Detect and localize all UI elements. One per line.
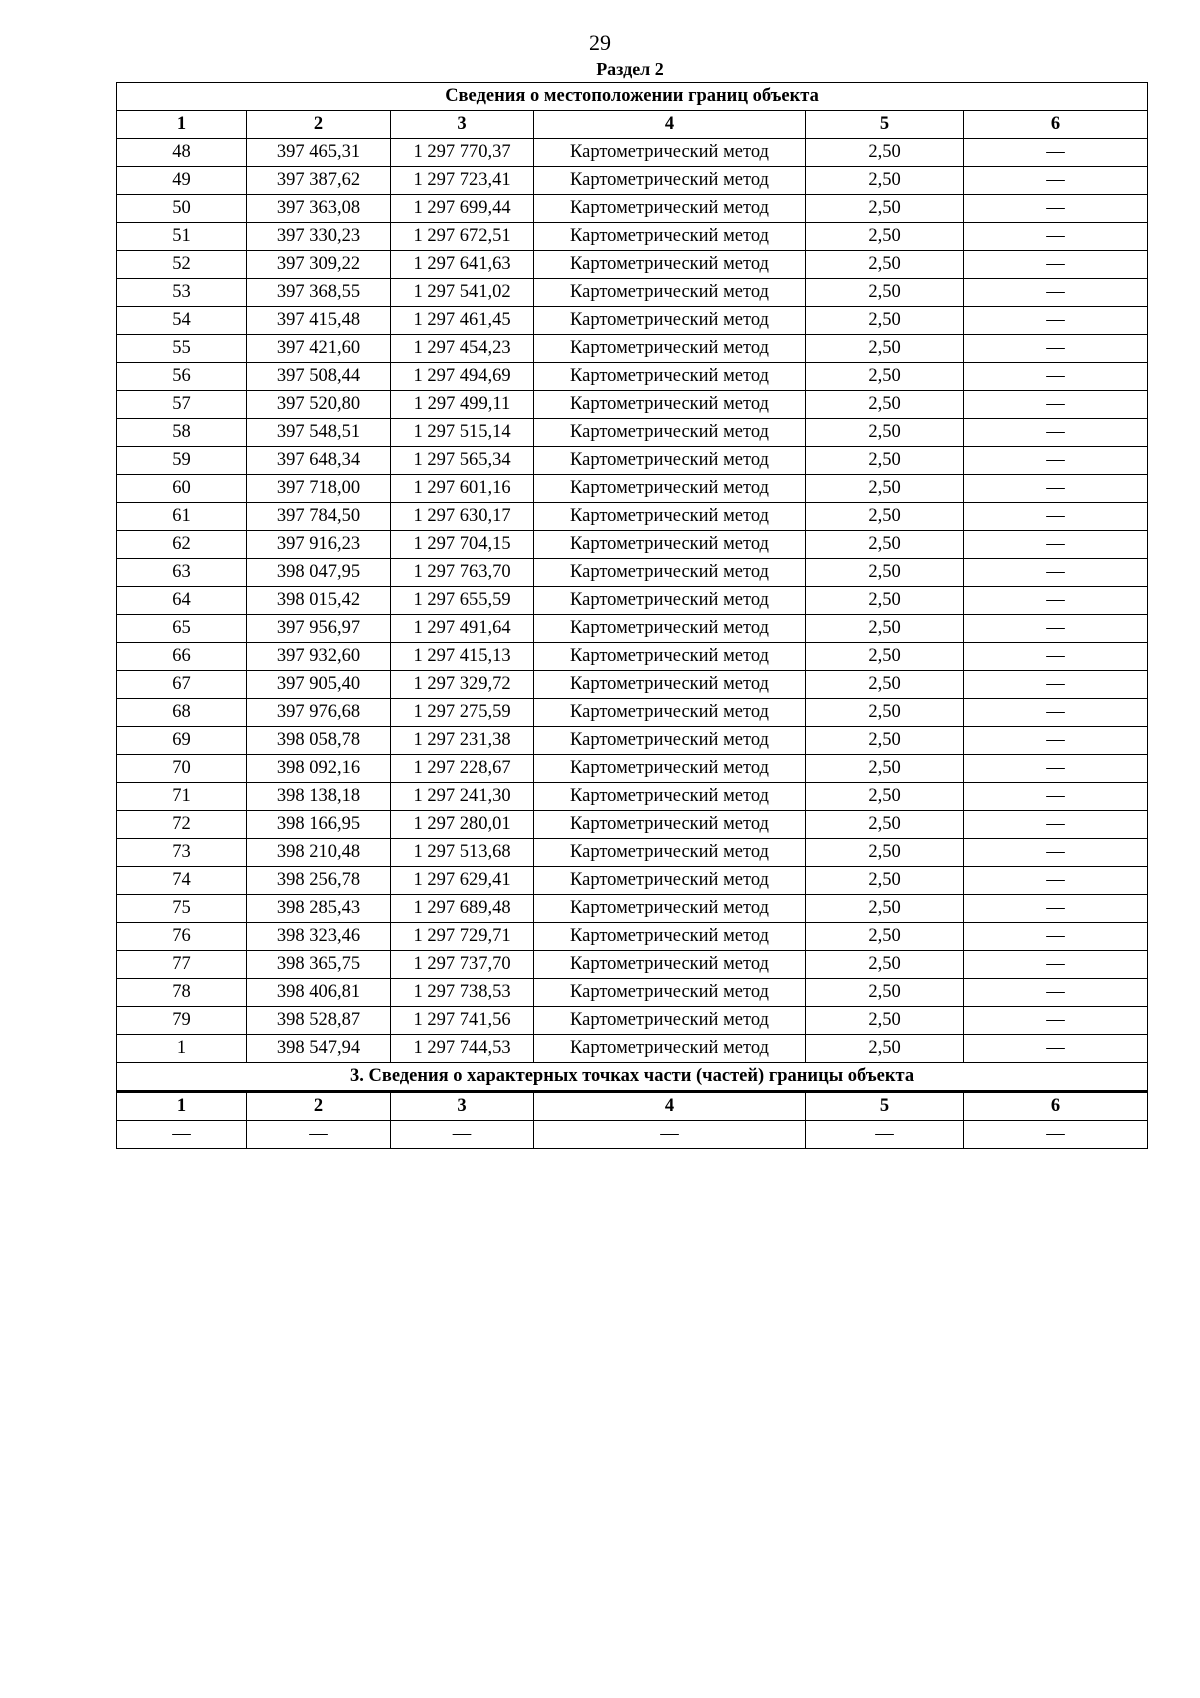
- table-cell: 397 976,68: [247, 699, 391, 727]
- table-cell: —: [964, 671, 1148, 699]
- table-cell: 397 421,60: [247, 335, 391, 363]
- table-cell: 397 548,51: [247, 419, 391, 447]
- table-cell: 1 297 744,53: [391, 1035, 534, 1063]
- table-cell: 397 520,80: [247, 391, 391, 419]
- table-cell: 1 297 280,01: [391, 811, 534, 839]
- table-row: [117, 139, 1148, 167]
- table-cell: 2,50: [806, 587, 964, 615]
- table-cell: 2,50: [806, 615, 964, 643]
- table-cell: 1 297 241,30: [391, 783, 534, 811]
- table-row: [117, 839, 1148, 867]
- table-cell: Картометрический метод: [534, 559, 806, 587]
- section3-row: [117, 1121, 1148, 1149]
- table-cell: 2,50: [806, 979, 964, 1007]
- table-row: [117, 643, 1148, 671]
- table-cell: 55: [117, 335, 247, 363]
- table-row: [117, 167, 1148, 195]
- table-cell: 1 297 723,41: [391, 167, 534, 195]
- table-cell: 1 297 494,69: [391, 363, 534, 391]
- table-cell: 397 415,48: [247, 307, 391, 335]
- table-cell: —: [964, 811, 1148, 839]
- table-row: [117, 559, 1148, 587]
- table-cell: 66: [117, 643, 247, 671]
- table-cell: —: [964, 363, 1148, 391]
- table-cell: Картометрический метод: [534, 531, 806, 559]
- table-cell: 79: [117, 1007, 247, 1035]
- table-cell: 1 297 513,68: [391, 839, 534, 867]
- table-cell: 1 297 515,14: [391, 419, 534, 447]
- table-cell: —: [964, 923, 1148, 951]
- table-row: [117, 531, 1148, 559]
- table-cell: 2,50: [806, 391, 964, 419]
- table-cell: 60: [117, 475, 247, 503]
- table-cell: 51: [117, 223, 247, 251]
- table-cell: 2,50: [806, 699, 964, 727]
- table-cell: 1 297 499,11: [391, 391, 534, 419]
- table-cell: 78: [117, 979, 247, 1007]
- column-header: 4: [534, 111, 806, 139]
- table-cell: 398 166,95: [247, 811, 391, 839]
- table-cell: Картометрический метод: [534, 335, 806, 363]
- table-cell: 397 465,31: [247, 139, 391, 167]
- table-cell: —: [964, 559, 1148, 587]
- caption-row: [117, 83, 1148, 111]
- table-cell: 2,50: [806, 139, 964, 167]
- table-cell: 397 648,34: [247, 447, 391, 475]
- column-header: 1: [117, 111, 247, 139]
- table-cell: 75: [117, 895, 247, 923]
- table-cell: Картометрический метод: [534, 419, 806, 447]
- table-row: [117, 363, 1148, 391]
- table-cell: 70: [117, 755, 247, 783]
- table-cell: 1 297 565,34: [391, 447, 534, 475]
- table-cell: 397 956,97: [247, 615, 391, 643]
- table-cell: 1 297 738,53: [391, 979, 534, 1007]
- table-cell: 2,50: [806, 251, 964, 279]
- table-cell: 77: [117, 951, 247, 979]
- table-cell: —: [964, 1035, 1148, 1063]
- table-cell: 65: [117, 615, 247, 643]
- table-row: [117, 923, 1148, 951]
- table-row: [117, 307, 1148, 335]
- table-cell: 398 365,75: [247, 951, 391, 979]
- table-cell: —: [964, 951, 1148, 979]
- table-cell: 2,50: [806, 671, 964, 699]
- table-row: [117, 671, 1148, 699]
- table-cell: 1 297 231,38: [391, 727, 534, 755]
- table-cell: 48: [117, 139, 247, 167]
- section3-column-header: 2: [247, 1092, 391, 1121]
- table-cell: 2,50: [806, 195, 964, 223]
- table-cell: 1 297 541,02: [391, 279, 534, 307]
- table-cell: Картометрический метод: [534, 923, 806, 951]
- table-cell: 49: [117, 167, 247, 195]
- column-header-row: [117, 111, 1148, 139]
- table-row: [117, 979, 1148, 1007]
- section3-cell: —: [391, 1121, 534, 1149]
- table-cell: Картометрический метод: [534, 979, 806, 1007]
- table-cell: 74: [117, 867, 247, 895]
- table-cell: 2,50: [806, 727, 964, 755]
- table-cell: Картометрический метод: [534, 251, 806, 279]
- table-cell: 398 528,87: [247, 1007, 391, 1035]
- table-cell: 2,50: [806, 223, 964, 251]
- section3-caption-row: [117, 1063, 1148, 1092]
- table-cell: Картометрический метод: [534, 727, 806, 755]
- table-row: [117, 727, 1148, 755]
- table-cell: Картометрический метод: [534, 1007, 806, 1035]
- table-row: [117, 867, 1148, 895]
- table-cell: 2,50: [806, 531, 964, 559]
- table-cell: 398 256,78: [247, 867, 391, 895]
- table-cell: 1 297 741,56: [391, 1007, 534, 1035]
- column-header: 6: [964, 111, 1148, 139]
- page-number: 29: [589, 30, 611, 55]
- table-cell: 1 297 737,70: [391, 951, 534, 979]
- table-cell: 398 047,95: [247, 559, 391, 587]
- table-cell: 59: [117, 447, 247, 475]
- table-cell: —: [964, 475, 1148, 503]
- table-row: [117, 615, 1148, 643]
- table-cell: —: [964, 727, 1148, 755]
- table-cell: Картометрический метод: [534, 307, 806, 335]
- table-cell: 2,50: [806, 923, 964, 951]
- table-cell: 1 297 415,13: [391, 643, 534, 671]
- table-cell: 57: [117, 391, 247, 419]
- table-row: [117, 951, 1148, 979]
- table-cell: 62: [117, 531, 247, 559]
- section3-cell: —: [117, 1121, 247, 1149]
- table-cell: Картометрический метод: [534, 699, 806, 727]
- table-row: [117, 195, 1148, 223]
- table-cell: 2,50: [806, 167, 964, 195]
- table-cell: 1 297 763,70: [391, 559, 534, 587]
- table-cell: —: [964, 895, 1148, 923]
- table-row: [117, 587, 1148, 615]
- table-cell: Картометрический метод: [534, 363, 806, 391]
- table-cell: 2,50: [806, 643, 964, 671]
- table-cell: 76: [117, 923, 247, 951]
- table-cell: —: [964, 643, 1148, 671]
- table-cell: 398 210,48: [247, 839, 391, 867]
- boundary-table: [116, 82, 1148, 1149]
- table-cell: 63: [117, 559, 247, 587]
- table-cell: 397 916,23: [247, 531, 391, 559]
- table-row: [117, 1007, 1148, 1035]
- table-cell: 2,50: [806, 1035, 964, 1063]
- table-row: [117, 699, 1148, 727]
- section3-column-header: 6: [964, 1092, 1148, 1121]
- table-cell: 398 323,46: [247, 923, 391, 951]
- table-cell: 397 309,22: [247, 251, 391, 279]
- table-row: [117, 447, 1148, 475]
- table-cell: 398 092,16: [247, 755, 391, 783]
- section3-cell: —: [806, 1121, 964, 1149]
- table-cell: 1 297 454,23: [391, 335, 534, 363]
- column-header: 5: [806, 111, 964, 139]
- table-cell: Картометрический метод: [534, 755, 806, 783]
- table-cell: 72: [117, 811, 247, 839]
- table-cell: 2,50: [806, 559, 964, 587]
- table-cell: 58: [117, 419, 247, 447]
- table-cell: 2,50: [806, 503, 964, 531]
- table-cell: 2,50: [806, 279, 964, 307]
- table-cell: 1 297 228,67: [391, 755, 534, 783]
- section3-column-header: 3: [391, 1092, 534, 1121]
- table-cell: Картометрический метод: [534, 671, 806, 699]
- table-cell: 1 297 329,72: [391, 671, 534, 699]
- table-row: [117, 1035, 1148, 1063]
- table-cell: 397 905,40: [247, 671, 391, 699]
- table-cell: Картометрический метод: [534, 643, 806, 671]
- table-cell: Картометрический метод: [534, 195, 806, 223]
- table-cell: 1 297 275,59: [391, 699, 534, 727]
- table-cell: —: [964, 615, 1148, 643]
- table-cell: 397 363,08: [247, 195, 391, 223]
- table-cell: —: [964, 503, 1148, 531]
- table-cell: 1 297 630,17: [391, 503, 534, 531]
- table-cell: 1 297 689,48: [391, 895, 534, 923]
- table-cell: Картометрический метод: [534, 587, 806, 615]
- table-cell: —: [964, 391, 1148, 419]
- table-cell: —: [964, 139, 1148, 167]
- table-cell: Картометрический метод: [534, 447, 806, 475]
- table-cell: 73: [117, 839, 247, 867]
- table-row: [117, 755, 1148, 783]
- table-cell: Картометрический метод: [534, 615, 806, 643]
- table-cell: 398 058,78: [247, 727, 391, 755]
- table-cell: 397 718,00: [247, 475, 391, 503]
- table-cell: 1 297 629,41: [391, 867, 534, 895]
- section3-column-header: 4: [534, 1092, 806, 1121]
- table-cell: 2,50: [806, 475, 964, 503]
- table-cell: 2,50: [806, 895, 964, 923]
- table-cell: Картометрический метод: [534, 783, 806, 811]
- table-cell: 398 015,42: [247, 587, 391, 615]
- section3-cell: —: [534, 1121, 806, 1149]
- column-header: 2: [247, 111, 391, 139]
- table-cell: 2,50: [806, 867, 964, 895]
- table-cell: 50: [117, 195, 247, 223]
- table-row: [117, 895, 1148, 923]
- table-cell: 398 285,43: [247, 895, 391, 923]
- table-cell: 1 297 641,63: [391, 251, 534, 279]
- table-row: [117, 783, 1148, 811]
- table-cell: Картометрический метод: [534, 503, 806, 531]
- table-cell: 397 932,60: [247, 643, 391, 671]
- table-cell: 397 508,44: [247, 363, 391, 391]
- table-row: [117, 503, 1148, 531]
- table-cell: 398 547,94: [247, 1035, 391, 1063]
- table-row: [117, 251, 1148, 279]
- table-cell: 52: [117, 251, 247, 279]
- table-cell: —: [964, 279, 1148, 307]
- table-row: [117, 811, 1148, 839]
- table-cell: 2,50: [806, 951, 964, 979]
- table-cell: —: [964, 699, 1148, 727]
- table-cell: 71: [117, 783, 247, 811]
- table-cell: —: [964, 755, 1148, 783]
- section3-cell: —: [247, 1121, 391, 1149]
- table-cell: Картометрический метод: [534, 223, 806, 251]
- table-cell: 397 368,55: [247, 279, 391, 307]
- table-cell: 2,50: [806, 419, 964, 447]
- table-cell: Картометрический метод: [534, 1035, 806, 1063]
- table-cell: 2,50: [806, 755, 964, 783]
- table-cell: 2,50: [806, 1007, 964, 1035]
- table-cell: —: [964, 531, 1148, 559]
- table-cell: Картометрический метод: [534, 279, 806, 307]
- table-cell: Картометрический метод: [534, 839, 806, 867]
- table-cell: —: [964, 587, 1148, 615]
- table-row: [117, 391, 1148, 419]
- section3-column-header: 1: [117, 1092, 247, 1121]
- table-cell: 1 297 601,16: [391, 475, 534, 503]
- table-cell: —: [964, 867, 1148, 895]
- table-cell: —: [964, 195, 1148, 223]
- section3-caption: 3. Сведения о характерных точках части (частей) границы объекта: [117, 1063, 1148, 1092]
- table-cell: 1 297 704,15: [391, 531, 534, 559]
- table-cell: —: [964, 1007, 1148, 1035]
- table-cell: 1 297 729,71: [391, 923, 534, 951]
- table-cell: 1 297 699,44: [391, 195, 534, 223]
- section-title: Раздел 2: [596, 59, 664, 79]
- table-cell: 53: [117, 279, 247, 307]
- table-cell: —: [964, 223, 1148, 251]
- table-cell: Картометрический метод: [534, 895, 806, 923]
- table-cell: —: [964, 251, 1148, 279]
- table-cell: 56: [117, 363, 247, 391]
- section3-column-header: 5: [806, 1092, 964, 1121]
- table-cell: 54: [117, 307, 247, 335]
- section3-header-row: [117, 1092, 1148, 1121]
- table-cell: 398 138,18: [247, 783, 391, 811]
- table-row: [117, 335, 1148, 363]
- table-cell: Картометрический метод: [534, 167, 806, 195]
- table-cell: 1 297 461,45: [391, 307, 534, 335]
- table-cell: 2,50: [806, 783, 964, 811]
- table-cell: —: [964, 335, 1148, 363]
- table-cell: —: [964, 307, 1148, 335]
- table-cell: 2,50: [806, 307, 964, 335]
- table-cell: 69: [117, 727, 247, 755]
- table-cell: 2,50: [806, 335, 964, 363]
- table-cell: 2,50: [806, 363, 964, 391]
- table-cell: 2,50: [806, 811, 964, 839]
- table-cell: Картометрический метод: [534, 951, 806, 979]
- table-cell: 397 330,23: [247, 223, 391, 251]
- table-cell: 1 297 491,64: [391, 615, 534, 643]
- table-cell: 61: [117, 503, 247, 531]
- table-cell: —: [964, 167, 1148, 195]
- table-cell: Картометрический метод: [534, 867, 806, 895]
- table-cell: 64: [117, 587, 247, 615]
- table-row: [117, 419, 1148, 447]
- table-cell: 397 387,62: [247, 167, 391, 195]
- table-cell: 1 297 770,37: [391, 139, 534, 167]
- table-cell: Картометрический метод: [534, 139, 806, 167]
- section3-cell: —: [964, 1121, 1148, 1149]
- column-header: 3: [391, 111, 534, 139]
- table-cell: 397 784,50: [247, 503, 391, 531]
- table-cell: 1 297 655,59: [391, 587, 534, 615]
- table-cell: 68: [117, 699, 247, 727]
- table-cell: —: [964, 783, 1148, 811]
- table-cell: 2,50: [806, 447, 964, 475]
- table-cell: Картометрический метод: [534, 391, 806, 419]
- table-caption: Сведения о местоположении границ объекта: [117, 83, 1148, 111]
- table-cell: 1: [117, 1035, 247, 1063]
- table-cell: 67: [117, 671, 247, 699]
- table-cell: Картометрический метод: [534, 811, 806, 839]
- table-row: [117, 279, 1148, 307]
- table-cell: 2,50: [806, 839, 964, 867]
- table-cell: 398 406,81: [247, 979, 391, 1007]
- table-cell: —: [964, 839, 1148, 867]
- table-cell: —: [964, 447, 1148, 475]
- table-cell: Картометрический метод: [534, 475, 806, 503]
- table-cell: —: [964, 979, 1148, 1007]
- table-row: [117, 223, 1148, 251]
- table-row: [117, 475, 1148, 503]
- table-cell: —: [964, 419, 1148, 447]
- table-cell: 1 297 672,51: [391, 223, 534, 251]
